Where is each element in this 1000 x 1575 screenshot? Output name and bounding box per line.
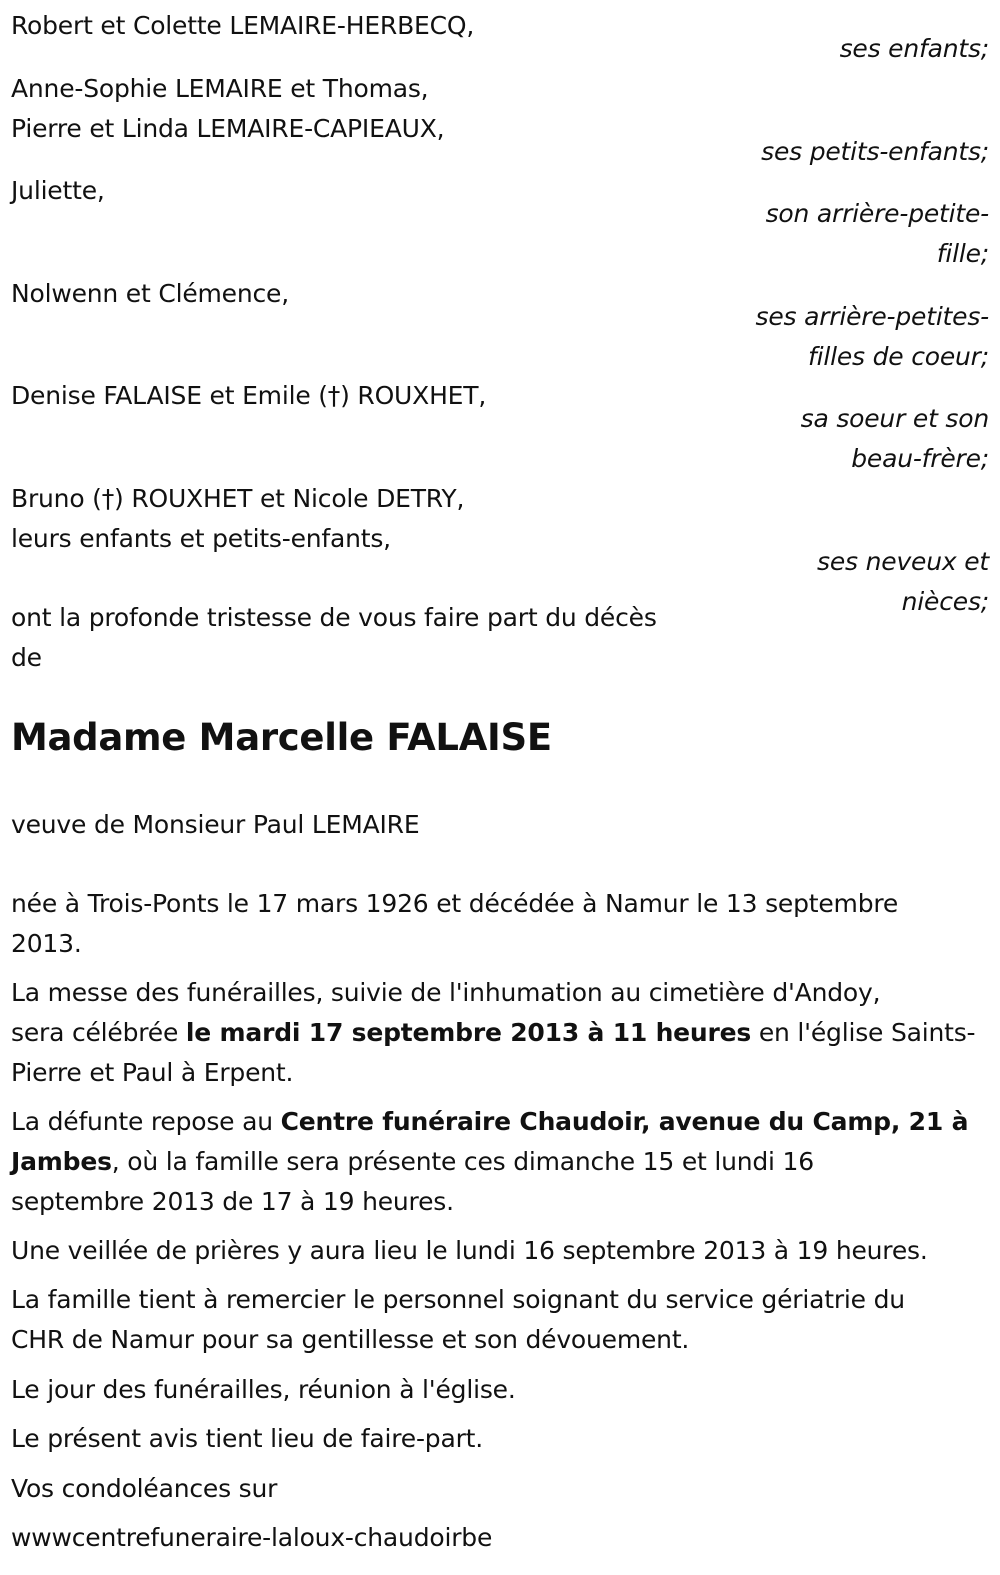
mass-line-2 xyxy=(11,1013,975,1053)
relation-great-granddaughter-2: fille; xyxy=(936,239,989,268)
relation-sister-2: beau-frère; xyxy=(851,444,989,473)
funeral-center-town: Jambes xyxy=(11,1147,112,1176)
announcement-line-1: ont la profonde tristesse de vous faire part du décès xyxy=(11,603,657,632)
family-nephews-1: Bruno (†) ROUXHET et Nicole DETRY, xyxy=(11,484,465,513)
mass-line-2-pre: sera célébrée xyxy=(11,1018,186,1047)
family-sister: Denise FALAISE et Emile (†) ROUXHET, xyxy=(11,381,487,410)
rest-line-1 xyxy=(11,1102,968,1142)
rest-line-1-pre: La défunte repose au xyxy=(11,1107,281,1136)
family-grandchildren-1: Anne-Sophie LEMAIRE et Thomas, xyxy=(11,74,429,103)
vigil-line: Une veillée de prières y aura lieu le lundi 16 septembre 2013 à 19 heures. xyxy=(11,1236,928,1265)
notice-line: Le présent avis tient lieu de faire-part. xyxy=(11,1424,484,1453)
relation-nephews-1: ses neveux et xyxy=(817,547,989,576)
relation-children: ses enfants; xyxy=(839,34,989,63)
announcement-line-2: de xyxy=(11,643,42,672)
relation-sister-1: sa soeur et son xyxy=(800,404,989,433)
widow-of: veuve de Monsieur Paul LEMAIRE xyxy=(11,810,420,839)
relation-great-granddaughter-1: son arrière-petite- xyxy=(765,199,989,228)
relation-heart-2: filles de coeur; xyxy=(808,342,989,371)
family-grandchildren-2: Pierre et Linda LEMAIRE-CAPIEAUX, xyxy=(11,114,445,143)
birth-death-line-2: 2013. xyxy=(11,929,82,958)
relation-grandchildren: ses petits-enfants; xyxy=(761,137,989,166)
family-great-granddaughter: Juliette, xyxy=(11,176,105,205)
family-children: Robert et Colette LEMAIRE-HERBECQ, xyxy=(11,11,475,40)
family-heart-great-granddaughters: Nolwenn et Clémence, xyxy=(11,279,289,308)
funeral-center-address: Centre funéraire Chaudoir, avenue du Camp, 21 à xyxy=(280,1107,969,1136)
relation-heart-1: ses arrière-petites- xyxy=(755,302,989,331)
condolences-line: Vos condoléances sur xyxy=(11,1474,278,1503)
website-link[interactable]: wwwcentrefuneraire-laloux-chaudoirbe xyxy=(11,1523,493,1552)
birth-death-line-1: née à Trois-Ponts le 17 mars 1926 et décédée à Namur le 13 septembre xyxy=(11,889,899,918)
relation-nephews-2: nièces; xyxy=(901,587,989,616)
rest-line-3: septembre 2013 de 17 à 19 heures. xyxy=(11,1187,454,1216)
mass-line-1: La messe des funérailles, suivie de l'inhumation au cimetière d'Andoy, xyxy=(11,978,881,1007)
gathering-line: Le jour des funérailles, réunion à l'église. xyxy=(11,1375,516,1404)
family-nephews-2: leurs enfants et petits-enfants, xyxy=(11,524,391,553)
thanks-line-2: CHR de Namur pour sa gentillesse et son dévouement. xyxy=(11,1325,690,1354)
mass-line-3: Pierre et Paul à Erpent. xyxy=(11,1058,294,1087)
deceased-name: Madame Marcelle FALAISE xyxy=(11,716,552,759)
mass-date-time: le mardi 17 septembre 2013 à 11 heures xyxy=(185,1018,752,1047)
rest-line-2 xyxy=(11,1142,814,1182)
mass-line-2-post: en l'église Saints- xyxy=(751,1018,976,1047)
rest-line-2-post: , où la famille sera présente ces dimanche 15 et lundi 16 xyxy=(111,1147,814,1176)
thanks-line-1: La famille tient à remercier le personnel soignant du service gériatrie du xyxy=(11,1285,905,1314)
